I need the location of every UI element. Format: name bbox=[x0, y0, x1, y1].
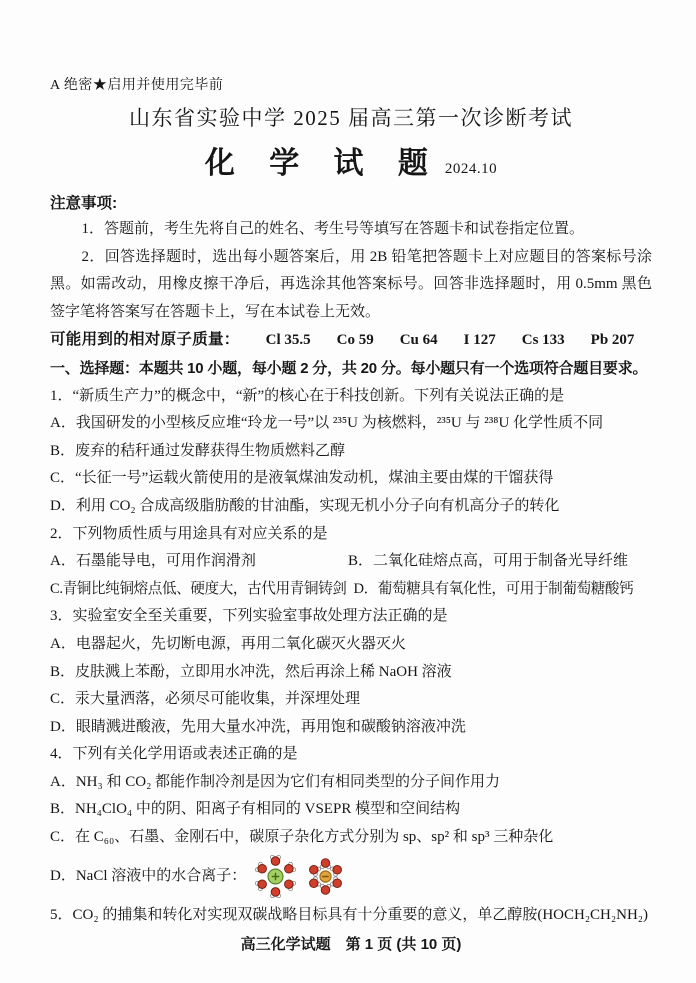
exam-title: 山东省实验中学 2025 届高三第一次诊断考试 bbox=[129, 106, 573, 130]
question-1-option-b: B．废弃的秸秆通过发酵获得生物质燃料乙醇 bbox=[50, 442, 346, 459]
question-5-stem: 5．CO₂ 的捕集和转化对实现双碳战略目标具有十分重要的意义，单乙醇胺(HOCH₂CH₂NH₂) bbox=[50, 906, 649, 923]
exam-date: 2024.10 bbox=[444, 161, 498, 177]
notice-item-2: 2．回答选择题时，选出每小题答案后，用 2B 铅笔把答题卡上对应题目的答案标号涂黑。如需改动，用橡皮擦干净后，再选涂其他答案标号。回答非选择题时，用 0.5mm 黑色签字笔将答案写在答题卡上，写在本试卷上无效。 bbox=[50, 248, 652, 320]
question-4-option-b: B．NH₄ClO₄ 中的阴、阳离子有相同的 VSEPR 模型和空间结构 bbox=[50, 801, 461, 818]
question-4-option-c: C．在 C₆₀、石墨、金刚石中，碳原子杂化方式分别为 sp、sp² 和 sp³ 三种杂化 bbox=[50, 829, 554, 846]
question-3-stem: 3．实验室安全至关重要，下列实验室事故处理方法正确的是 bbox=[50, 608, 448, 625]
question-3-option-a: A．电器起火，先切断电源，再用二氧化碳灭火器灭火 bbox=[50, 635, 406, 652]
question-2-option-a: A．石墨能导电，可用作润滑剂 bbox=[50, 553, 256, 570]
atomic-mass-value: Cu 64 bbox=[399, 332, 438, 349]
question-4-option-d-label: D．NaCl 溶液中的水合离子： bbox=[50, 867, 247, 884]
subject-title-row bbox=[50, 141, 652, 187]
question-4-option-a: A．NH₃ 和 CO₂ 都能作制冷剂是因为它们有相同类型的分子间作用力 bbox=[50, 773, 501, 790]
section-heading: 一、选择题：本题共 10 小题，每小题 2 分，共 20 分。每小题只有一个选项符合题目要求。 bbox=[50, 359, 648, 377]
atomic-mass-value: Pb 207 bbox=[590, 332, 635, 349]
question-1-stem: 1．“新质生产力”的概念中，“新”的核心在于科技创新。下列有关说法正确的是 bbox=[50, 387, 565, 404]
subject-title: 化 学 试 题 bbox=[204, 147, 441, 180]
question-1-option-a: A．我国研发的小型核反应堆“玲龙一号”以 ²³⁵U 为核燃料，²³⁵U 与 ²³⁸U 化学性质不同 bbox=[50, 415, 604, 432]
question-2-options-ab bbox=[50, 548, 652, 576]
atomic-mass-value: I 127 bbox=[463, 332, 496, 349]
question-4-option-d bbox=[50, 852, 652, 902]
question-1-option-d: D．利用 CO₂ 合成高级脂肪酸的甘油酯，实现无机小分子向有机高分子的转化 bbox=[50, 497, 560, 514]
page-footer: 高三化学试题 第 1 页 (共 10 页) bbox=[240, 936, 462, 954]
question-4-stem: 4．下列有关化学用语或表述正确的是 bbox=[50, 746, 298, 763]
question-2-option-c: C.青铜比纯铜熔点低、硬度大，古代用青铜铸剑 bbox=[50, 580, 347, 597]
question-2-options-cd bbox=[50, 576, 652, 604]
atomic-mass-label: 可能用到的相对原子质量： bbox=[50, 331, 240, 349]
question-2-option-d: D．葡萄糖具有氧化性，可用于制葡萄糖酸钙 bbox=[353, 580, 634, 597]
atomic-mass-value: Co 59 bbox=[336, 332, 374, 349]
atomic-mass-line bbox=[50, 326, 652, 355]
atomic-mass-value: Cs 133 bbox=[521, 332, 565, 349]
question-1-option-c: C．“长征一号”运载火箭使用的是液氧煤油发动机，煤油主要由煤的干馏获得 bbox=[50, 470, 554, 487]
atomic-mass-value: Cl 35.5 bbox=[265, 332, 311, 349]
hydrated-chloride-anion-diagram bbox=[305, 855, 346, 898]
question-3-option-c: C．汞大量洒落，必须尽可能收集，并深埋处理 bbox=[50, 691, 361, 708]
notice-heading: 注意事项: bbox=[50, 195, 118, 212]
question-2-stem: 2．下列物质性质与用途具有对应关系的是 bbox=[50, 525, 328, 542]
security-classification: A 绝密★启用并使用完毕前 bbox=[50, 78, 224, 93]
notice-item-1: 1．答题前，考生先将自己的姓名、考生号等填写在答题卡和试卷指定位置。 bbox=[81, 221, 585, 237]
question-3-option-b: B．皮肤溅上苯酚，立即用水冲洗，然后再涂上稀 NaOH 溶液 bbox=[50, 663, 452, 680]
question-3-option-d: D．眼睛溅进酸液，先用大量水冲洗，再用饱和碳酸钠溶液冲洗 bbox=[50, 718, 466, 735]
question-2-option-b: B．二氧化硅熔点高，可用于制备光导纤维 bbox=[348, 553, 629, 570]
hydrated-sodium-cation-diagram bbox=[253, 855, 298, 898]
